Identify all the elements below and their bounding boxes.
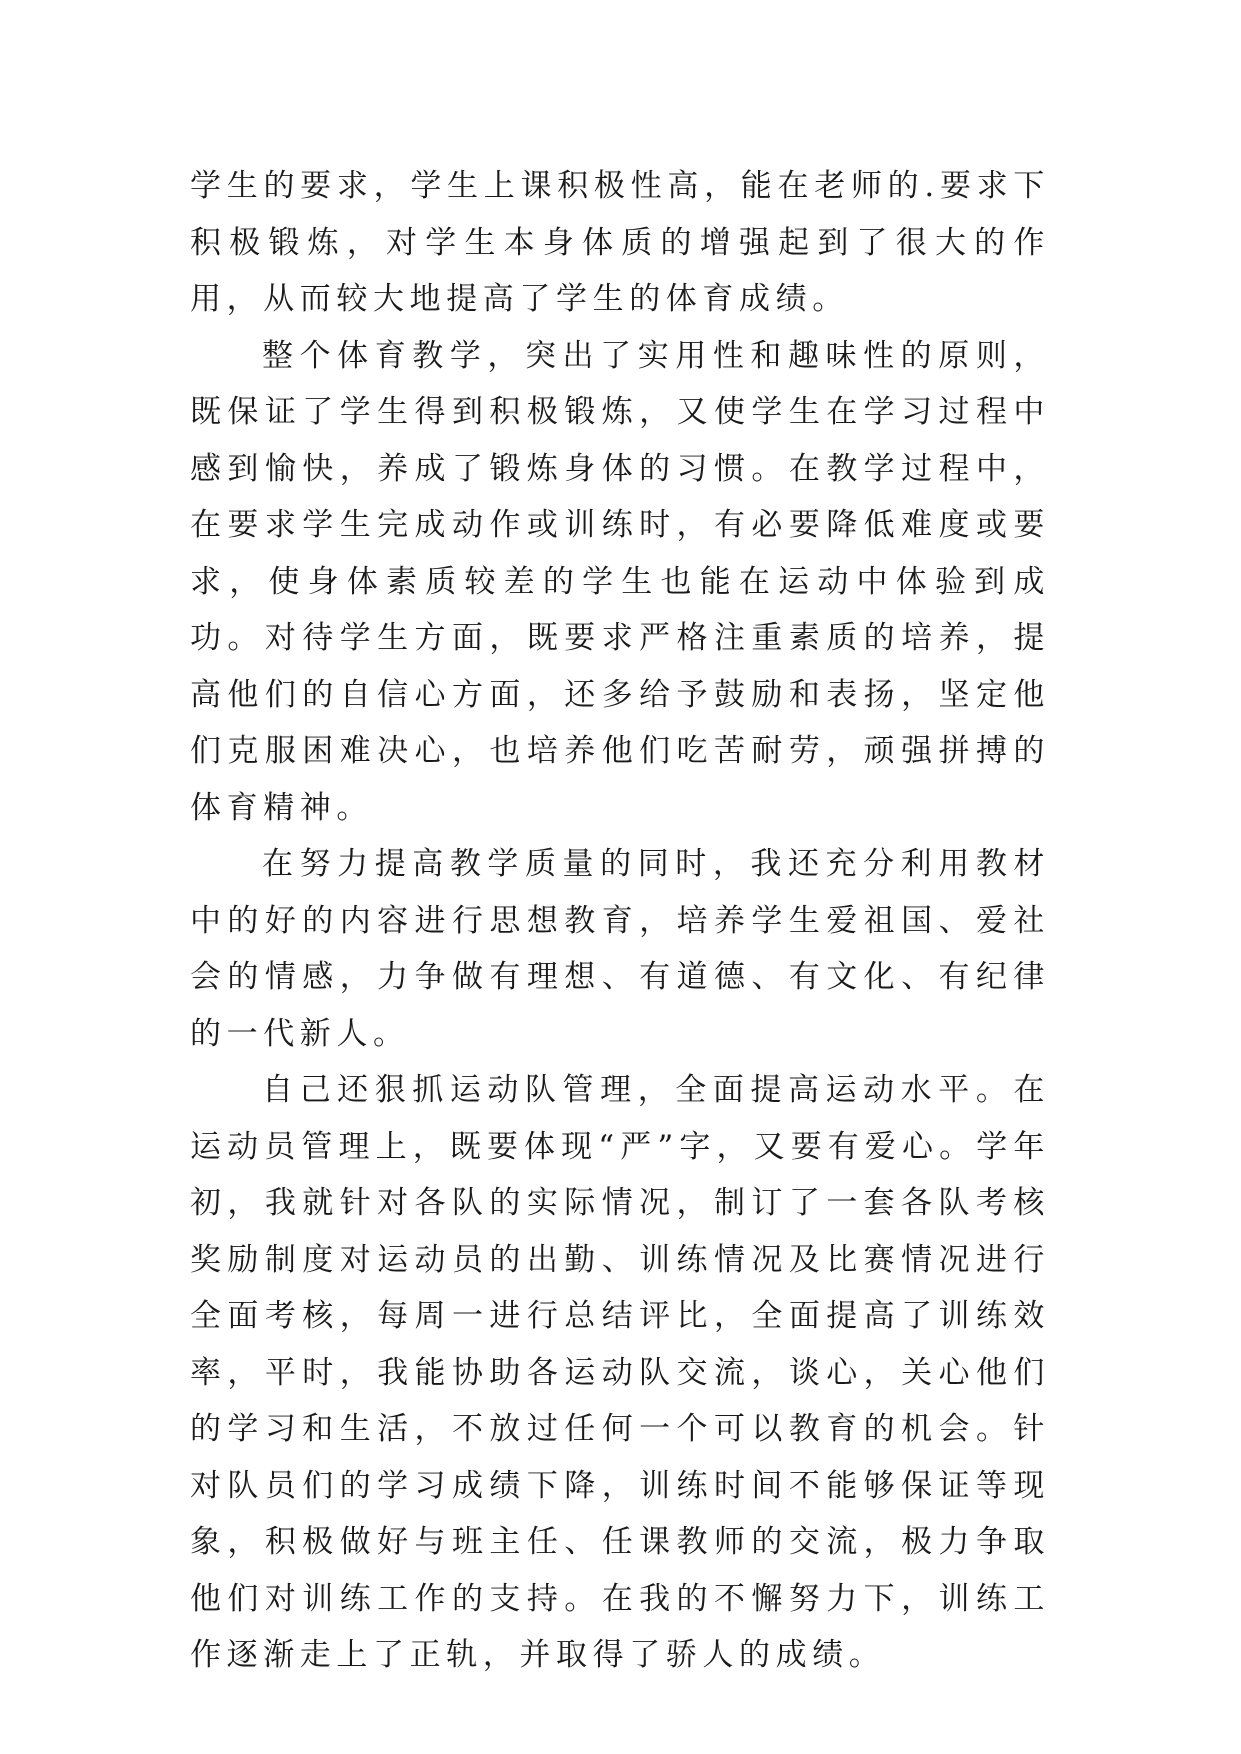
document-body (190, 158, 1050, 1684)
paragraph-4: 自己还狠抓运动队管理，全面提高运动水平。在运动员管理上，既要体现“严”字，又要有爱心。学年初，我就针对各队的实际情况，制订了一套各队考核奖励制度对运动员的出勤、训练情况及比赛情况进行全面考核，每周一进行总结评比，全面提高了训练效率，平时，我能协助各运动队交流，谈心，关心他们的学习和生活，不放过任何一个可以教育的机会。针对队员们的学习成绩下降，训练时间不能够保证等现象，积极做好与班主任、任课教师的交流，极力争取他们对训练工作的支持。在我的不懈努力下，训练工作逐渐走上了正轨，并取得了骄人的成绩。 (190, 1072, 1050, 1673)
paragraph-2: 整个体育教学，突出了实用性和趣味性的原则，既保证了学生得到积极锻炼，又使学生在学习过程中感到愉快，养成了锻炼身体的习惯。在教学过程中，在要求学生完成动作或训练时，有必要降低难度或要求，使身体素质较差的学生也能在运动中体验到成功。对待学生方面，既要求严格注重素质的培养，提高他们的自信心方面，还多给予鼓励和表扬，坚定他们克服困难决心，也培养他们吃苦耐劳，顽强拼搏的体育精神。 (190, 337, 1050, 826)
paragraph-3: 在努力提高教学质量的同时，我还充分利用教材中的好的内容进行思想教育，培养学生爱祖国、爱社会的情感，力争做有理想、有道德、有文化、有纪律的一代新人。 (190, 846, 1050, 1052)
paragraph-1: 学生的要求，学生上课积极性高，能在老师的.要求下积极锻炼，对学生本身体质的增强起到了很大的作用，从而较大地提高了学生的体育成绩。 (190, 168, 1050, 317)
